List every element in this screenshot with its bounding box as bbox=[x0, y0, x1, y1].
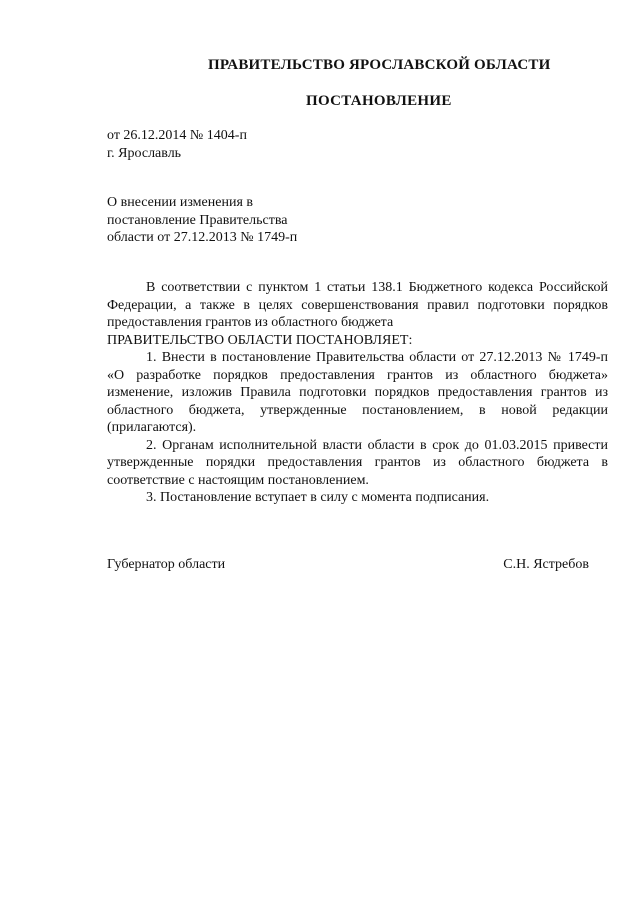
body-item: 2. Органам исполнительной власти области в срок до 01.03.2015 привести утвержденные порядки предоставления грантов из областного бюджета в соответствие с настоящим постановлением. bbox=[107, 437, 608, 488]
document-subject bbox=[107, 194, 297, 247]
organization-title: ПРАВИТЕЛЬСТВО ЯРОСЛАВСКОЙ ОБЛАСТИ bbox=[208, 57, 551, 73]
decree-line: ПРАВИТЕЛЬСТВО ОБЛАСТИ ПОСТАНОВЛЯЕТ: bbox=[107, 332, 413, 348]
document-type-title: ПОСТАНОВЛЕНИЕ bbox=[306, 93, 452, 109]
signature-block bbox=[107, 557, 589, 573]
body-item: 1. Внести в постановление Правительства области от 27.12.2013 № 1749-п «О разработке порядков предоставления грантов из областного бюджета» изменение, изложив Правила подготовки порядков предоставления грантов из областного бюджета, утвержденные постановлением, в новой редакции (прилагаются). bbox=[107, 350, 608, 435]
signatory-position: Губернатор области bbox=[107, 557, 226, 572]
body-item: 3. Постановление вступает в силу с момента подписания. bbox=[146, 490, 490, 505]
date-number: от 26.12.2014 № 1404-п bbox=[107, 128, 247, 143]
city: г. Ярославль bbox=[107, 146, 182, 161]
subject-line: постановление Правительства bbox=[107, 212, 288, 228]
subject-line: О внесении изменения в bbox=[107, 195, 253, 210]
document-body bbox=[107, 279, 608, 507]
preamble: В соответствии с пунктом 1 статьи 138.1 Бюджетного кодекса Российской Федерации, а также в целях совершенствования правил подготовки порядков предоставления грантов из областного бюджета bbox=[107, 280, 608, 330]
document-meta bbox=[107, 127, 247, 163]
signatory-name: С.Н. Ястребов bbox=[503, 557, 589, 572]
subject-line: области от 27.12.2013 № 1749-п bbox=[107, 230, 298, 245]
